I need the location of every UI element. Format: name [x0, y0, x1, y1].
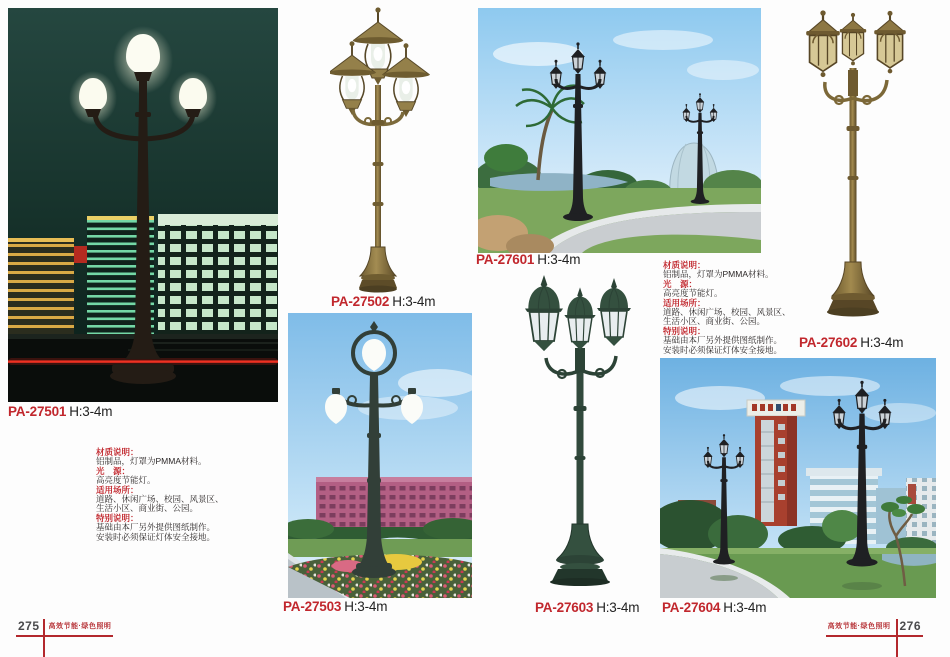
spec-material-value: 铝制品，灯罩为PMMA材料。: [663, 269, 774, 280]
product-size: H:3-4m: [537, 252, 581, 267]
product-photo-pa27604: [660, 358, 936, 598]
product-image-pa27603: [506, 264, 652, 600]
page-number-right: 276: [899, 619, 921, 633]
spec-block-right: [663, 261, 833, 355]
footer-slogan-right: 高效节能·绿色照明: [827, 623, 891, 630]
spec-material-label: 材质说明：: [96, 447, 139, 457]
spec-source-label: 光 源：: [663, 278, 698, 289]
spec-special-value: 安装时必须保证灯体安全接地。: [663, 344, 783, 355]
garden-lamps-illustration: [478, 8, 761, 253]
product-photo-pa27501: [8, 8, 278, 402]
page-number-left: 275: [18, 619, 40, 633]
spec-venues-value: 生活小区、商业街、公园。: [96, 503, 199, 514]
product-size: H:3-4m: [344, 599, 388, 614]
campus-lamps-illustration: [660, 358, 936, 598]
spec-venues-value: 生活小区、商业街、公园。: [663, 316, 766, 327]
green-lamp-illustration: [506, 264, 652, 600]
product-label-pa27503: [283, 599, 387, 614]
spec-venues-value: 道路、休闲广场、校园、风景区、: [96, 494, 224, 505]
product-code: PA-27603: [535, 600, 594, 615]
product-image-pa27502: [330, 2, 430, 294]
product-code: PA-27501: [8, 404, 67, 419]
product-label-pa27502: [331, 294, 435, 309]
product-code: PA-27604: [662, 600, 721, 615]
spec-special-label: 特别说明：: [96, 512, 139, 523]
product-label-pa27601: [476, 252, 580, 267]
product-code: PA-27503: [283, 599, 342, 614]
product-size: H:3-4m: [69, 404, 113, 419]
footer-left: [16, 620, 113, 637]
spec-venues-value: 道路、休闲广场、校园、风景区、: [663, 307, 791, 318]
footer-slogan-left: 高效节能·绿色照明: [48, 623, 112, 630]
product-code: PA-27602: [799, 335, 858, 350]
spec-material-label: 材质说明：: [663, 260, 706, 270]
spec-venues-label: 适用场所：: [96, 484, 139, 495]
spec-special-label: 特别说明：: [663, 325, 706, 336]
spec-source-label: 光 源：: [96, 465, 131, 476]
footer-divider-left: [43, 619, 45, 657]
spec-source-value: 高亮度节能灯。: [96, 475, 156, 486]
spec-special-value: 基础由本厂另外提供图纸制作。: [663, 335, 783, 346]
product-label-pa27603: [535, 600, 639, 615]
product-photo-pa27503: [288, 313, 472, 598]
product-size: H:3-4m: [392, 294, 436, 309]
spec-venues-label: 适用场所：: [663, 297, 706, 308]
product-label-pa27604: [662, 600, 766, 615]
spec-block-left: [96, 448, 266, 542]
footer-right: [826, 620, 923, 637]
spec-special-value: 安装时必须保证灯体安全接地。: [96, 531, 216, 542]
product-label-pa27501: [8, 404, 112, 419]
brass-lamp-illustration: [330, 2, 430, 294]
spec-material-value: 铝制品，灯罩为PMMA材料。: [96, 456, 207, 467]
park-lamp-illustration: [288, 313, 472, 598]
product-size: H:3-4m: [860, 335, 904, 350]
product-size: H:3-4m: [596, 600, 640, 615]
product-code: PA-27502: [331, 294, 390, 309]
product-photo-pa27601: [478, 8, 761, 253]
footer-divider-right: [896, 619, 898, 657]
spec-special-value: 基础由本厂另外提供图纸制作。: [96, 522, 216, 533]
product-code: PA-27601: [476, 252, 535, 267]
product-size: H:3-4m: [723, 600, 767, 615]
spec-source-value: 高亮度节能灯。: [663, 288, 723, 299]
night-scene-lamp-illustration: [8, 8, 278, 402]
